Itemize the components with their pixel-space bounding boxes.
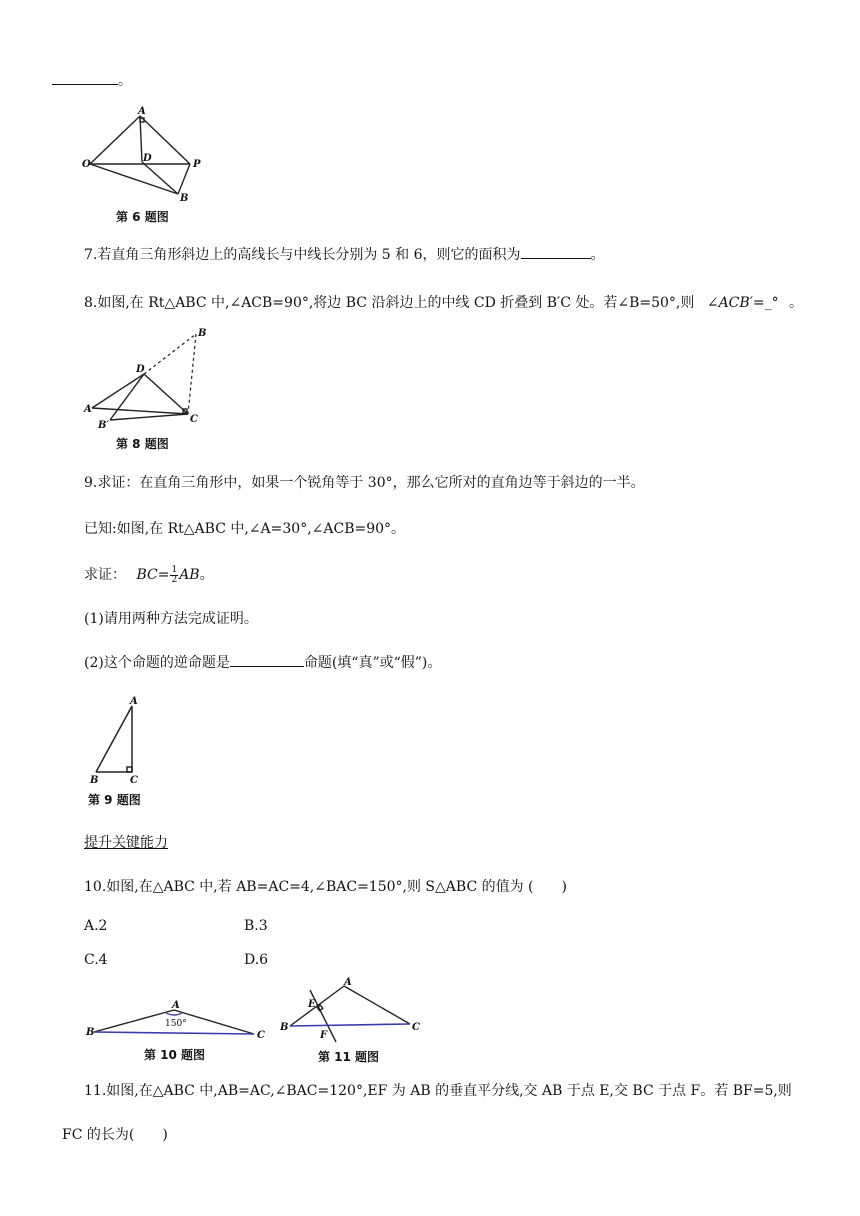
- fig11-label-B: B: [280, 1022, 289, 1033]
- fig10-label-C: C: [257, 1030, 265, 1041]
- q8-text: 8.如图,在 Rt△ABC 中,∠ACB=90°,将边 BC 沿斜边上的中线 CD 折叠到 B′C 处。若∠B=50°,则: [84, 295, 695, 311]
- q8-answer-expr: ∠ACB′=_°: [706, 295, 779, 311]
- figure-10-caption: 第 10 题图: [144, 1048, 206, 1062]
- question-10: 10.如图,在△ABC 中,若 AB=AC=4,∠BAC=150°,则 S△ABC 的值为 ( ): [84, 879, 567, 895]
- fig6-label-A: A: [138, 106, 146, 117]
- fig11-label-C: C: [412, 1022, 420, 1033]
- blank-suffix: 。: [118, 73, 132, 89]
- question-8: [84, 294, 803, 312]
- q9-prove-end: 。: [199, 567, 214, 583]
- q10-option-b[interactable]: B.3: [244, 918, 268, 934]
- q9-part2-blank: [230, 654, 304, 667]
- section-title: 提升关键能力: [84, 835, 168, 851]
- frac-denominator: 2: [171, 574, 178, 585]
- q9-part2-pre: (2)这个命题的逆命题是: [84, 655, 230, 671]
- fig8-label-D: D: [136, 364, 145, 375]
- fig10-angle-label: 150°: [165, 1019, 187, 1029]
- figure-8: [80, 326, 220, 430]
- fig11-label-F: F: [320, 1030, 328, 1041]
- frac-numerator: 1: [171, 564, 178, 575]
- fig10-label-A: A: [172, 1000, 180, 1011]
- q10-option-a[interactable]: A.2: [84, 918, 108, 934]
- figure-9: [86, 694, 156, 786]
- fig6-label-D: D: [143, 153, 152, 164]
- q9-prove-label: 求证：: [84, 567, 126, 583]
- figure-6-caption: 第 6 题图: [116, 210, 169, 224]
- fig9-label-B: B: [90, 775, 99, 786]
- q9-part-2: [84, 654, 441, 672]
- question-9: 9.求证：在直角三角形中，如果一个锐角等于 30°，那么它所对的直角边等于斜边的一半。: [84, 475, 645, 491]
- fig8-label-B: B: [198, 328, 207, 339]
- question-11-line-1: 11.如图,在△ABC 中,AB=AC,∠BAC=120°,EF 为 AB 的垂直平分线,交 AB 于点 E,交 BC 于点 F。若 BF=5,则: [84, 1083, 792, 1099]
- fig8-label-B-prime: B′: [98, 420, 110, 430]
- q9-prove-rhs: AB: [179, 567, 200, 583]
- fig6-label-P: P: [193, 159, 201, 170]
- q7-suffix: 。: [590, 247, 605, 263]
- q9-prove-lhs: BC=: [136, 567, 170, 583]
- figure-6: [80, 104, 220, 204]
- figure-8-caption: 第 8 题图: [116, 437, 169, 451]
- q9-prove: [84, 564, 214, 586]
- question-7: [84, 246, 605, 264]
- figure-11: [272, 976, 432, 1046]
- figure-10: [84, 996, 274, 1044]
- question-11-line-2: FC 的长为( ): [62, 1127, 168, 1143]
- fig10-label-B: B: [86, 1027, 95, 1038]
- figure-11-caption: 第 11 题图: [318, 1050, 380, 1064]
- q7-text: 7.若直角三角形斜边上的高线长与中线长分别为 5 和 6，则它的面积为: [84, 247, 521, 263]
- q8-suffix: 。: [789, 295, 804, 311]
- fig11-label-A: A: [344, 977, 352, 988]
- fig6-label-O: O: [82, 159, 91, 170]
- fig11-label-E: E: [308, 999, 316, 1010]
- q10-option-c[interactable]: C.4: [84, 952, 108, 968]
- fig8-label-C: C: [190, 414, 198, 425]
- fig9-label-A: A: [130, 696, 138, 707]
- fig6-label-B: B: [180, 193, 189, 204]
- q9-part-1: (1)请用两种方法完成证明。: [84, 611, 258, 627]
- fig9-label-C: C: [130, 775, 138, 786]
- q9-part2-post: 命题(填“真”或“假”)。: [303, 655, 442, 671]
- q10-option-d[interactable]: D.6: [244, 952, 269, 968]
- answer-blank: [52, 72, 118, 85]
- fraction-one-half: [170, 566, 178, 585]
- top-blank-line: [52, 72, 132, 90]
- q7-blank: [521, 246, 591, 259]
- fig8-label-A: A: [84, 404, 92, 415]
- figure-9-caption: 第 9 题图: [88, 793, 141, 807]
- q9-given: 已知:如图,在 Rt△ABC 中,∠A=30°,∠ACB=90°。: [84, 521, 406, 537]
